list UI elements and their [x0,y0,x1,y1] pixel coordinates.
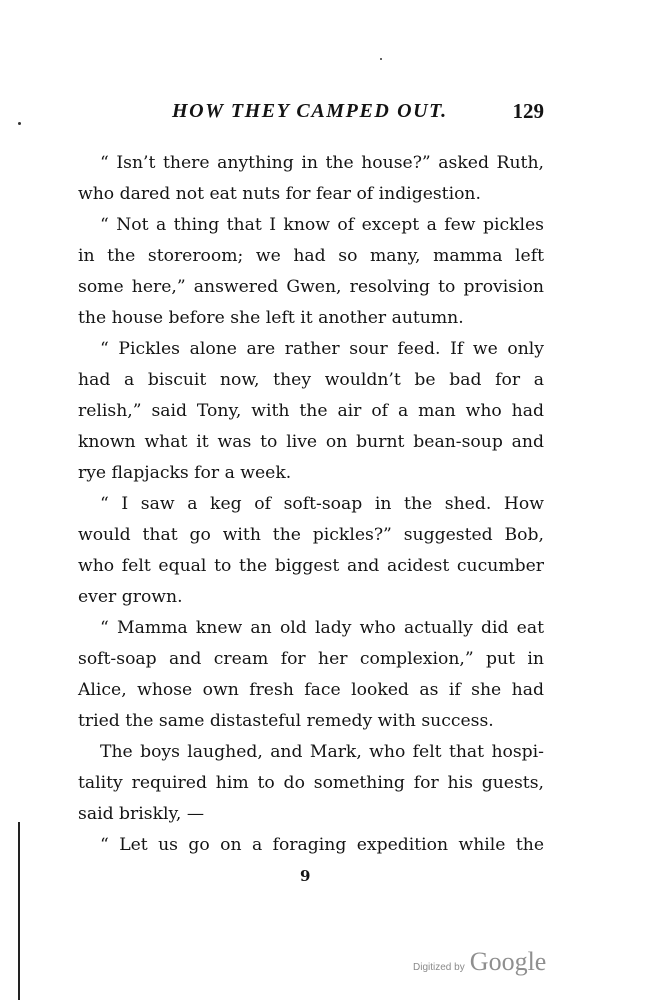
text-line: known what it was to live on burnt bean-soup and [78,432,544,452]
text-line: would that go with the pickles?” suggested Bob, [78,525,544,545]
text-line: tality required him to do something for his guests, [78,773,544,793]
running-title: HOW THEY CAMPED OUT. [172,100,448,122]
text-line: rye flapjacks for a week. [78,463,292,483]
text-line: “ Pickles alone are rather sour feed. If we only [100,339,544,359]
google-watermark [413,947,546,983]
watermark-small-text: Digitized by [413,962,465,973]
text-line: who felt equal to the biggest and acidest cucumber [78,556,544,576]
watermark-brand-text: Google [469,947,547,976]
text-line: the house before she left it another autumn. [78,308,464,328]
text-line: “ I saw a keg of soft-soap in the shed. How [100,494,544,514]
text-line: Alice, whose own fresh face looked as if she had [78,680,544,700]
page-number: 129 [512,99,544,123]
text-line: “ Mamma knew an old lady who actually did eat [100,618,544,638]
text-line: some here,” answered Gwen, resolving to provision [78,277,544,297]
text-line: who dared not eat nuts for fear of indigestion. [78,184,481,204]
text-line: had a biscuit now, they wouldn’t be bad for a [78,370,544,390]
text-line: The boys laughed, and Mark, who felt that hospi- [100,742,544,762]
margin-rule [18,822,20,1000]
text-line: relish,” said Tony, with the air of a man who had [78,401,544,421]
text-line: soft-soap and cream for her complexion,” put in [78,649,544,669]
text-line: ever grown. [78,587,183,607]
text-line: tried the same distasteful remedy with success. [78,711,494,731]
body-text [78,148,544,861]
speck-dot [380,58,382,60]
text-line: “ Not a thing that I know of except a few pickles [100,215,544,235]
text-line: in the storeroom; we had so many, mamma left [78,246,544,266]
speck-dot [18,122,21,125]
text-line: “ Let us go on a foraging expedition while the [100,835,544,855]
text-line: “ Isn’t there anything in the house?” asked Ruth, [100,153,544,173]
signature-mark: 9 [300,867,311,885]
text-line: said briskly, — [78,804,205,824]
running-header [172,96,544,126]
